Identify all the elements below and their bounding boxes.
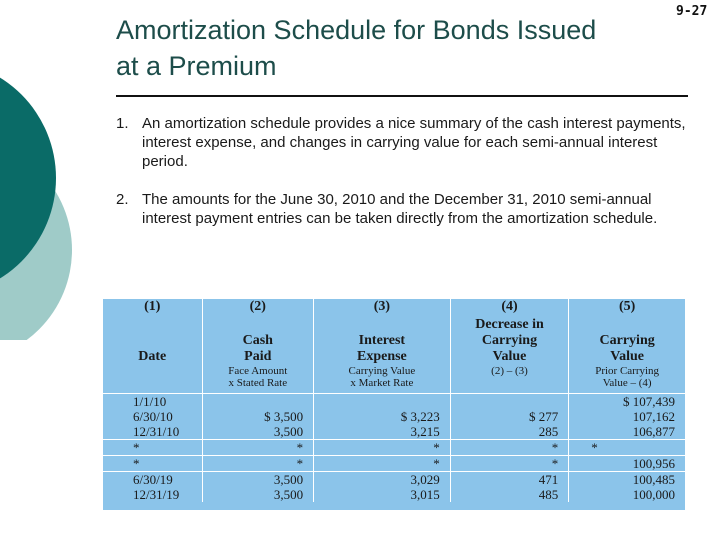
col-number: (2)	[202, 299, 314, 317]
table-cell: *	[450, 455, 569, 471]
table-cell: 6/30/10	[133, 408, 173, 424]
table-cell: *	[569, 439, 685, 455]
table-cell: $ 3,223	[314, 409, 451, 424]
column-header: Cash Paid	[202, 317, 314, 365]
table-cell: $ 3,500	[202, 409, 314, 424]
formula-cell: (2) – (3)	[450, 365, 569, 393]
col-number: (1)	[144, 299, 161, 314]
table-cell: *	[202, 439, 314, 455]
point-number: 2.	[116, 191, 129, 208]
table-cell: 100,000	[569, 487, 685, 502]
table-cell: $ 107,439	[569, 393, 685, 409]
formula-cell	[103, 365, 202, 393]
table-cell: *	[202, 455, 314, 471]
table-cell: $ 277	[450, 409, 569, 424]
column-header: Decrease in Carrying Value	[450, 317, 569, 365]
table-cell: *	[450, 439, 569, 455]
table-row	[103, 455, 685, 471]
col-number: (5)	[569, 299, 685, 317]
point-number: 1.	[116, 115, 129, 132]
table-row	[103, 424, 685, 440]
table-cell: 6/30/19	[103, 471, 202, 487]
table-row	[103, 471, 685, 487]
table-row	[103, 439, 685, 455]
amortization-table	[103, 299, 685, 510]
title-divider	[116, 95, 688, 97]
point-text: The amounts for the June 30, 2010 and the December 31, 2010 semi-annual interest payment entries can be taken directly from the amortization schedule.	[142, 191, 658, 227]
table-cell: *	[103, 439, 202, 455]
title-line-1: Amortization Schedule for Bonds Issued	[116, 15, 597, 45]
point-2	[116, 190, 686, 228]
column-header: Date	[138, 349, 167, 364]
numbered-points	[116, 114, 686, 247]
table-cell: 3,215	[314, 424, 451, 440]
table-cell	[202, 393, 314, 409]
column-header: Interest Expense	[314, 317, 451, 365]
table-cell	[450, 393, 569, 409]
table-cell	[314, 393, 451, 409]
page-title	[116, 12, 686, 84]
table-cell: 3,015	[314, 487, 451, 502]
table-cell: *	[314, 455, 451, 471]
decorative-circles	[0, 0, 80, 340]
title-line-2: at a Premium	[116, 51, 277, 81]
column-header: Carrying Value	[569, 317, 685, 365]
formula-cell: Face Amount x Stated Rate	[202, 365, 314, 393]
table-cell: 100,485	[569, 471, 685, 487]
table-cell: 3,500	[202, 471, 314, 487]
table-row	[103, 393, 685, 409]
table-cell: *	[314, 439, 451, 455]
table-cell: 1/1/10	[103, 393, 202, 409]
slide-number: 9-27	[676, 4, 708, 19]
col-number: (3)	[314, 299, 451, 317]
table-cell: 12/31/19	[133, 486, 180, 502]
formula-cell: Carrying Value x Market Rate	[314, 365, 451, 393]
point-1	[116, 114, 686, 171]
table-row	[103, 409, 685, 424]
formula-cell: Prior Carrying Value – (4)	[569, 365, 685, 393]
point-text: An amortization schedule provides a nice summary of the cash interest payments, interest expense, and changes in carrying value for each semi-annual interest period.	[142, 115, 686, 170]
table-cell: 285	[450, 424, 569, 440]
table-cell: 100,956	[569, 455, 685, 471]
table-cell: 3,500	[202, 424, 314, 440]
table-cell: 106,877	[569, 424, 685, 440]
table-cell: *	[103, 455, 202, 471]
table-cell: 485	[450, 487, 569, 502]
table-cell: 471	[450, 471, 569, 487]
table-cell: 3,500	[202, 487, 314, 502]
table-cell: 107,162	[569, 409, 685, 424]
col-number: (4)	[450, 299, 569, 317]
table-cell: 12/31/10	[133, 423, 180, 439]
table-row	[103, 487, 685, 502]
table-cell: 3,029	[314, 471, 451, 487]
